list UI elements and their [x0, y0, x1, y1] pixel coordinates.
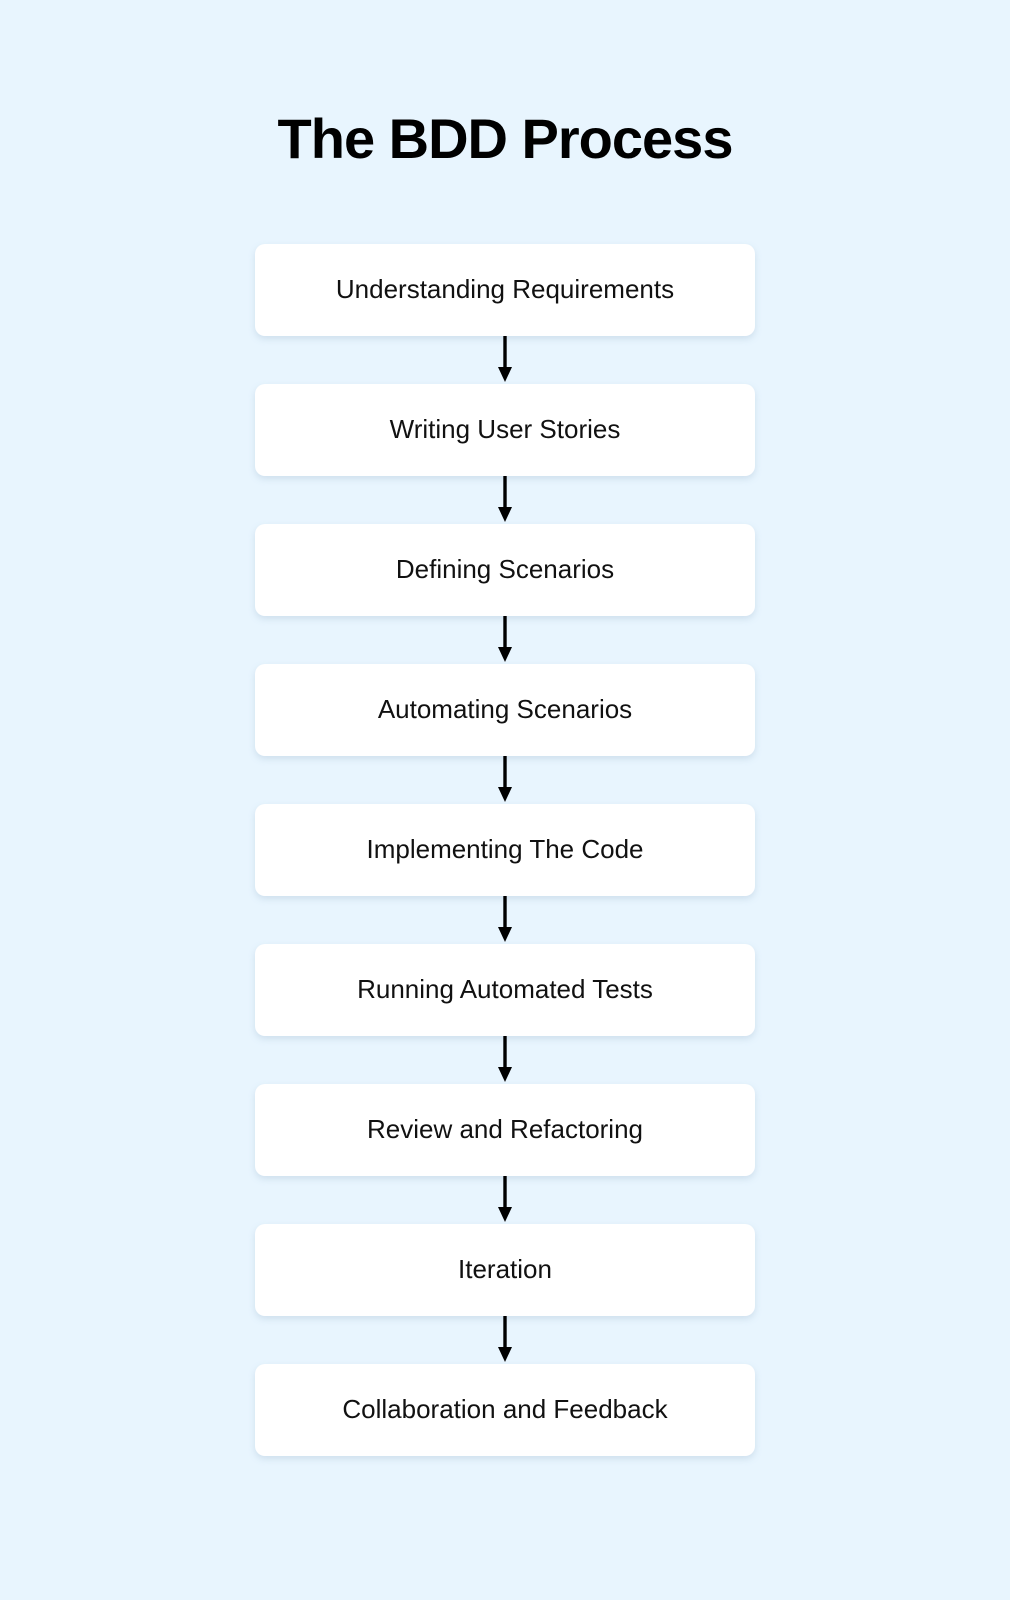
process-step-label: Review and Refactoring — [366, 1114, 644, 1144]
process-step-9[interactable] — [255, 1364, 755, 1456]
process-step-7[interactable] — [255, 1084, 755, 1176]
process-step-label: Collaboration and Feedback — [342, 1394, 668, 1424]
process-step-label: Implementing The Code — [366, 834, 644, 864]
process-step-label: Defining Scenarios — [395, 554, 615, 584]
arrow-down-icon — [493, 896, 517, 944]
process-flow — [255, 170, 755, 1456]
process-step-label: Writing User Stories — [389, 414, 621, 444]
arrow-down-icon — [493, 756, 517, 804]
process-step-label: Running Automated Tests — [357, 974, 653, 1004]
process-step-1[interactable] — [255, 244, 755, 336]
arrow-down-icon — [493, 476, 517, 524]
arrow-down-icon — [493, 336, 517, 384]
process-step-4[interactable] — [255, 664, 755, 756]
process-step-label: Iteration — [458, 1254, 552, 1284]
arrow-down-icon — [493, 1036, 517, 1084]
process-step-6[interactable] — [255, 944, 755, 1036]
process-step-3[interactable] — [255, 524, 755, 616]
process-step-5[interactable] — [255, 804, 755, 896]
process-step-label: Understanding Requirements — [335, 274, 675, 304]
arrow-down-icon — [493, 1316, 517, 1364]
arrow-down-icon — [493, 1176, 517, 1224]
process-step-label: Automating Scenarios — [377, 694, 633, 724]
process-step-8[interactable] — [255, 1224, 755, 1316]
process-step-2[interactable] — [255, 384, 755, 476]
arrow-down-icon — [493, 616, 517, 664]
page-title: The BDD Process — [277, 107, 733, 170]
